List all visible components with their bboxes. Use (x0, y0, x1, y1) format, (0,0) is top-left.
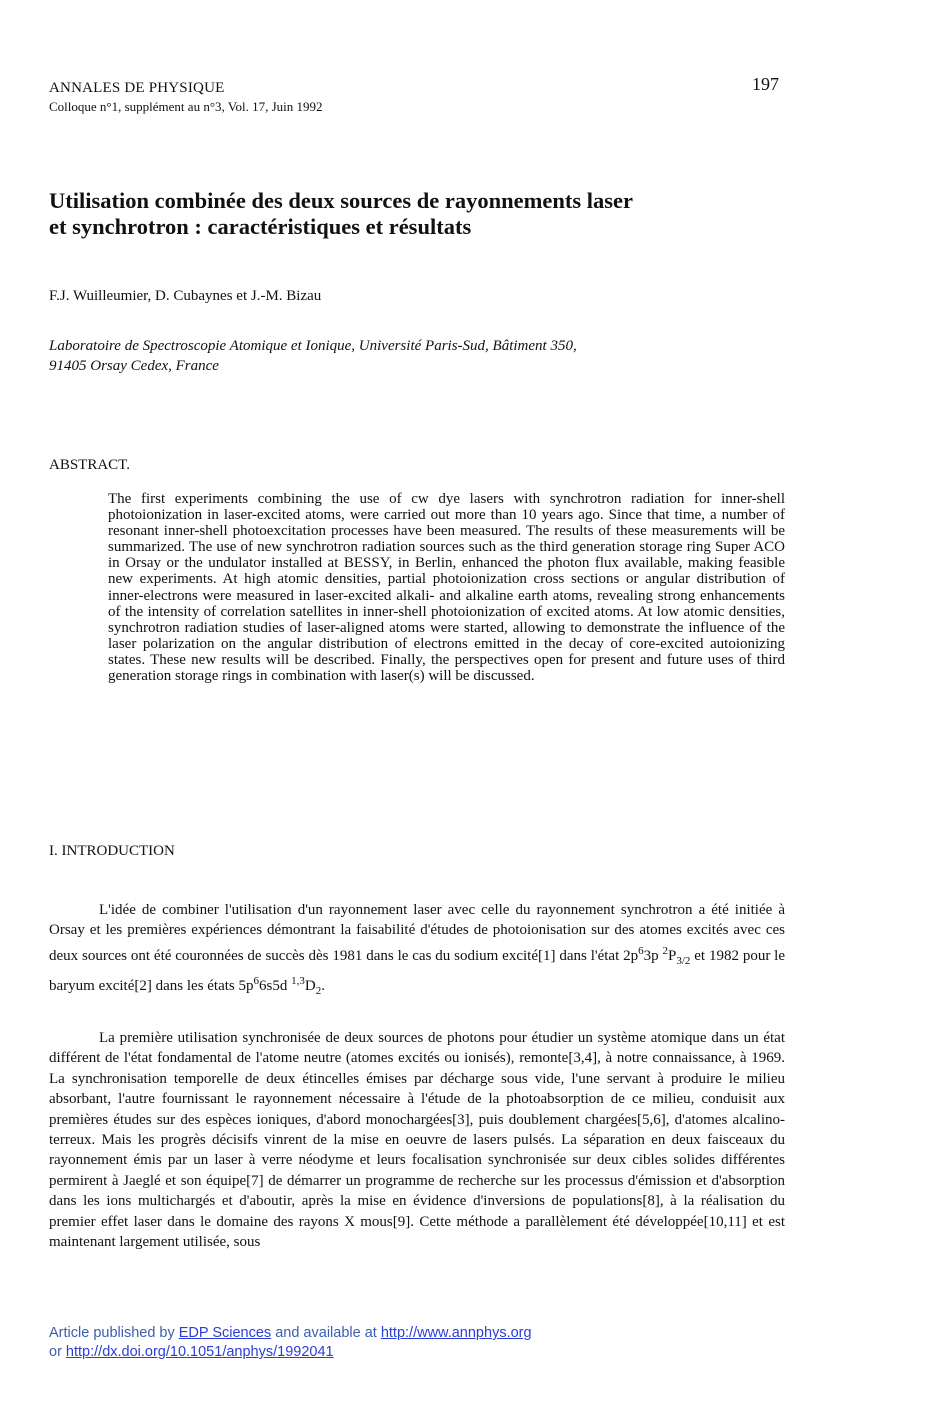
annphys-link[interactable]: http://www.annphys.org (380, 1325, 532, 1341)
p1-sub-1: 3/2 (676, 954, 691, 967)
p1-sup-4: 1,3 (291, 975, 305, 988)
footer-line-2 (49, 1343, 532, 1362)
p1-text: L'idée de combiner l'utilisation d'un rayonnement laser avec celle du rayonnement synchrotron a été initiée à Orsay et les premières expériences démontrant la faisabilité d'études de photoionisation sur des atomes excités avec ces deux sources ont été couronnées de succès dès 1981 dans le cas du sodium excité[1] dans l'état 2p (49, 902, 785, 964)
p1-sup-3: 6 (253, 975, 260, 988)
journal-issue: Colloque n°1, supplément au n°3, Vol. 17, Juin 1992 (49, 99, 323, 114)
abstract-text: The first experiments combining the use of cw dye lasers with synchrotron radiation for inner-shell photoionization in laser-excited atoms, were carried out more than 10 years ago. Since that time, a number of resonant inner-shell photoexcitation processes have been measured. The results of these measurements will be summarized. The use of new synchrotron radiation sources such as the third generation storage ring Super ACO in Orsay or the undulator installed at BESSY, in Berlin, enhanced the photon flux available, making feasible new experiments. At high atomic densities, partial photoionization cross sections or angular distribution of inner-electrons were measured in laser-excited alkali- and alkaline earth atoms, revealing strong enhancements of the intensity of correlation satellites in inner-shell photoionization of excited atoms. At low atomic densities, synchrotron radiation studies of laser-aligned atoms were started, allowing to demonstrate the influence of the laser polarization on the angular distribution of electrons emitted in the decay of core-excited autoionizing states. These new results will be described. Finally, the perspectives open for present and future uses of third generation storage rings in combination with laser(s) will be discussed. (108, 491, 785, 685)
p1-sub-2: 2 (315, 985, 322, 998)
affiliation (49, 336, 809, 376)
section-heading-introduction: I. INTRODUCTION (49, 843, 175, 859)
p1-mid-5: D (304, 978, 316, 995)
paper-title (49, 188, 809, 240)
p1-end: . (321, 978, 325, 995)
affiliation-line-1: Laboratoire de Spectroscopie Atomique et Ionique, Université Paris-Sud, Bâtiment 350, (49, 338, 577, 354)
journal-name: ANNALES DE PHYSIQUE (49, 80, 225, 96)
introduction-paragraph-1 (49, 900, 785, 1002)
p2-text: La première utilisation synchronisée de deux sources de photons pour étudier un système atomique dans un état différent de l'état fondamental de l'atome neutre (atomes excités ou ionisés), remonte[3,4], à notre connaissance, à 1969. La synchronisation temporelle de deux étincelles émises par décharge sous vide, l'une servant à produire le milieu absorbant, l'autre fournissant le rayonnement nécessaire à l'étude de la photoabsorption de ce milieu, conduisit aux premières études sur des espèces ioniques, d'abord monochargées[3], puis doublement chargées[5,6], d'atomes alcalino-terreux. Mais les progrès décisifs vinrent de la mise en oeuvre de lasers pulsés. La séparation en deux faisceaux du rayonnement émis par un laser à verre néodyme et leurs focalisation synchronisée sur deux cibles solides différentes permirent à Jaeglé et son équipe[7] de démarrer un programme de recherche sur les processus d'émission et d'absorption dans les ions multichargés et d'aboutir, après la mise en évidence d'inversions de populations[8], à la réalisation du premier effet laser dans le domaine des rayons X mous[9]. Cette méthode a parallèlement été développée[10,11] et est maintenant largement utilisée, sous (49, 1030, 785, 1251)
p1-mid-1: 3p (643, 947, 663, 964)
doi-link[interactable]: http://dx.doi.org/10.1051/anphys/1992041 (65, 1344, 334, 1360)
p1-mid-2: P (667, 947, 677, 964)
footer-text-3: or (49, 1344, 66, 1360)
footer-text-1: Article published by (49, 1325, 179, 1341)
title-line-1: Utilisation combinée des deux sources de rayonnements laser (49, 188, 633, 213)
title-line-2: et synchrotron : caractéristiques et résultats (49, 214, 472, 239)
page-number: 197 (752, 74, 779, 94)
edp-sciences-link[interactable]: EDP Sciences (178, 1325, 272, 1341)
p1-mid-4: 6s5d (259, 978, 292, 995)
publisher-footer (49, 1324, 532, 1362)
footer-line-1 (49, 1324, 532, 1343)
authors: F.J. Wuilleumier, D. Cubaynes et J.-M. Bizau (49, 288, 322, 304)
footer-text-2: and available at (271, 1325, 381, 1341)
abstract-heading: ABSTRACT. (49, 457, 130, 473)
introduction-paragraph-2 (49, 1028, 785, 1252)
affiliation-line-2: 91405 Orsay Cedex, France (49, 358, 219, 374)
p1-mid-3: et 1982 pour le baryum excité[2] dans les états 5p (49, 947, 786, 995)
p1-sup-1: 6 (638, 944, 644, 957)
p1-sup-2: 2 (662, 944, 668, 957)
